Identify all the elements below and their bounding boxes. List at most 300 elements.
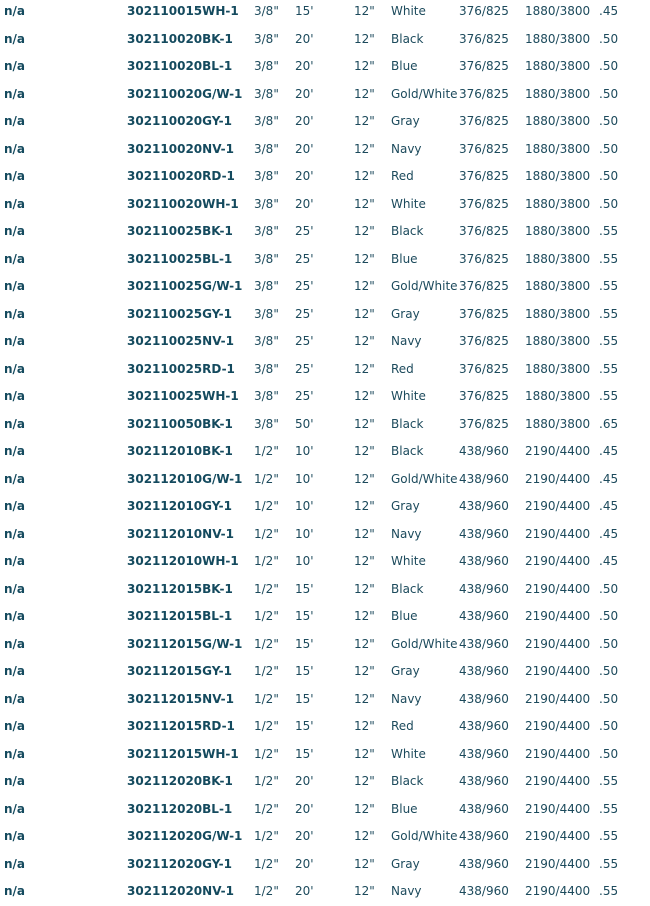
table-row <box>0 493 650 521</box>
size-cell: 1/2" <box>254 609 279 623</box>
length-cell: 20' <box>295 829 314 843</box>
availability-cell: n/a <box>4 581 26 596</box>
width-cell: 12" <box>354 526 375 541</box>
working-load-cell: 438/960 <box>459 636 509 651</box>
table-row <box>0 631 650 659</box>
table-row <box>0 576 650 604</box>
length-cell: 15' <box>295 609 314 623</box>
color-cell: White <box>391 554 426 568</box>
working-load-cell: 438/960 <box>459 801 509 816</box>
width-cell: 12" <box>354 59 375 73</box>
table-row <box>0 301 650 329</box>
break-strength-cell: 2190/4400 <box>525 526 591 541</box>
length-cell: 20' <box>295 86 314 101</box>
part-number-cell: 302110025BK-1 <box>127 224 233 238</box>
color-cell: Navy <box>391 141 422 156</box>
part-number-cell: 302110025GY-1 <box>127 306 232 321</box>
width-cell: 12" <box>354 471 375 486</box>
table-row <box>0 438 650 466</box>
break-strength-cell: 1880/3800 <box>525 169 591 183</box>
width-cell: 12" <box>354 251 375 266</box>
table-row <box>0 53 650 81</box>
size-cell: 1/2" <box>254 774 279 788</box>
size-cell: 3/8" <box>254 31 279 46</box>
size-cell: 3/8" <box>254 59 279 73</box>
length-cell: 50' <box>295 416 314 431</box>
color-cell: Gold/White <box>391 471 458 486</box>
price-cell: .55 <box>599 884 619 898</box>
break-strength-cell: 2190/4400 <box>525 664 591 678</box>
color-cell: Navy <box>391 334 422 348</box>
width-cell: 12" <box>354 4 375 18</box>
color-cell: Gray <box>391 856 420 871</box>
break-strength-cell: 1880/3800 <box>525 279 591 293</box>
part-number-cell: 302112015G/W-1 <box>127 636 243 651</box>
working-load-cell: 438/960 <box>459 691 509 706</box>
color-cell: Black <box>391 774 424 788</box>
availability-cell: n/a <box>4 829 26 843</box>
availability-cell: n/a <box>4 334 26 348</box>
working-load-cell: 376/825 <box>459 4 509 18</box>
price-cell: .55 <box>599 774 619 788</box>
length-cell: 25' <box>295 334 314 348</box>
price-cell: .50 <box>599 196 619 211</box>
length-cell: 20' <box>295 114 314 128</box>
price-cell: .50 <box>599 31 619 46</box>
table-row <box>0 686 650 714</box>
break-strength-cell: 2190/4400 <box>525 636 591 651</box>
availability-cell: n/a <box>4 691 26 706</box>
size-cell: 3/8" <box>254 389 279 403</box>
table-row <box>0 603 650 631</box>
length-cell: 20' <box>295 141 314 156</box>
break-strength-cell: 1880/3800 <box>525 86 591 101</box>
width-cell: 12" <box>354 581 375 596</box>
break-strength-cell: 2190/4400 <box>525 581 591 596</box>
part-number-cell: 302112010BK-1 <box>127 444 233 458</box>
working-load-cell: 376/825 <box>459 334 509 348</box>
part-number-cell: 302110025RD-1 <box>127 361 235 376</box>
part-number-cell: 302110015WH-1 <box>127 4 239 18</box>
availability-cell: n/a <box>4 141 26 156</box>
width-cell: 12" <box>354 114 375 128</box>
part-number-cell: 302112010GY-1 <box>127 499 232 513</box>
length-cell: 25' <box>295 306 314 321</box>
size-cell: 1/2" <box>254 554 279 568</box>
length-cell: 25' <box>295 361 314 376</box>
availability-cell: n/a <box>4 31 26 46</box>
length-cell: 10' <box>295 471 314 486</box>
part-number-cell: 302112015BK-1 <box>127 581 233 596</box>
break-strength-cell: 2190/4400 <box>525 856 591 871</box>
break-strength-cell: 2190/4400 <box>525 609 591 623</box>
color-cell: Black <box>391 581 424 596</box>
color-cell: Gray <box>391 499 420 513</box>
table-row <box>0 548 650 576</box>
price-cell: .55 <box>599 306 619 321</box>
table-row <box>0 163 650 191</box>
color-cell: Gold/White <box>391 829 458 843</box>
size-cell: 1/2" <box>254 829 279 843</box>
width-cell: 12" <box>354 141 375 156</box>
part-number-cell: 302110020BL-1 <box>127 59 233 73</box>
table-row <box>0 713 650 741</box>
table-row <box>0 796 650 824</box>
width-cell: 12" <box>354 691 375 706</box>
size-cell: 3/8" <box>254 361 279 376</box>
price-cell: .45 <box>599 526 619 541</box>
table-row <box>0 26 650 54</box>
size-cell: 3/8" <box>254 196 279 211</box>
break-strength-cell: 1880/3800 <box>525 114 591 128</box>
part-number-cell: 302112015RD-1 <box>127 719 235 733</box>
color-cell: Blue <box>391 609 418 623</box>
color-cell: Black <box>391 416 424 431</box>
working-load-cell: 438/960 <box>459 609 509 623</box>
working-load-cell: 376/825 <box>459 306 509 321</box>
table-row <box>0 521 650 549</box>
working-load-cell: 438/960 <box>459 444 509 458</box>
length-cell: 20' <box>295 884 314 898</box>
size-cell: 1/2" <box>254 801 279 816</box>
availability-cell: n/a <box>4 664 26 678</box>
working-load-cell: 376/825 <box>459 114 509 128</box>
working-load-cell: 376/825 <box>459 86 509 101</box>
size-cell: 1/2" <box>254 664 279 678</box>
availability-cell: n/a <box>4 389 26 403</box>
working-load-cell: 376/825 <box>459 251 509 266</box>
length-cell: 20' <box>295 31 314 46</box>
break-strength-cell: 1880/3800 <box>525 4 591 18</box>
color-cell: Black <box>391 224 424 238</box>
break-strength-cell: 2190/4400 <box>525 444 591 458</box>
working-load-cell: 376/825 <box>459 389 509 403</box>
table-row <box>0 191 650 219</box>
availability-cell: n/a <box>4 444 26 458</box>
part-number-cell: 302112020G/W-1 <box>127 829 243 843</box>
width-cell: 12" <box>354 746 375 761</box>
width-cell: 12" <box>354 224 375 238</box>
price-cell: .45 <box>599 471 619 486</box>
part-number-cell: 302112020NV-1 <box>127 884 234 898</box>
color-cell: Blue <box>391 801 418 816</box>
part-number-cell: 302110025NV-1 <box>127 334 234 348</box>
working-load-cell: 376/825 <box>459 141 509 156</box>
size-cell: 1/2" <box>254 499 279 513</box>
size-cell: 3/8" <box>254 279 279 293</box>
part-number-cell: 302112015WH-1 <box>127 746 239 761</box>
break-strength-cell: 2190/4400 <box>525 691 591 706</box>
part-number-cell: 302112020BK-1 <box>127 774 233 788</box>
table-row <box>0 356 650 384</box>
price-cell: .55 <box>599 856 619 871</box>
width-cell: 12" <box>354 444 375 458</box>
part-number-cell: 302110025BL-1 <box>127 251 233 266</box>
part-number-cell: 302112015BL-1 <box>127 609 233 623</box>
width-cell: 12" <box>354 86 375 101</box>
size-cell: 3/8" <box>254 416 279 431</box>
break-strength-cell: 1880/3800 <box>525 224 591 238</box>
working-load-cell: 438/960 <box>459 499 509 513</box>
length-cell: 15' <box>295 664 314 678</box>
availability-cell: n/a <box>4 361 26 376</box>
availability-cell: n/a <box>4 4 26 18</box>
color-cell: Red <box>391 719 414 733</box>
size-cell: 1/2" <box>254 581 279 596</box>
length-cell: 15' <box>295 719 314 733</box>
availability-cell: n/a <box>4 196 26 211</box>
price-cell: .50 <box>599 664 619 678</box>
working-load-cell: 376/825 <box>459 169 509 183</box>
break-strength-cell: 1880/3800 <box>525 141 591 156</box>
working-load-cell: 438/960 <box>459 746 509 761</box>
width-cell: 12" <box>354 856 375 871</box>
length-cell: 20' <box>295 169 314 183</box>
break-strength-cell: 1880/3800 <box>525 31 591 46</box>
width-cell: 12" <box>354 636 375 651</box>
width-cell: 12" <box>354 884 375 898</box>
availability-cell: n/a <box>4 86 26 101</box>
availability-cell: n/a <box>4 169 26 183</box>
length-cell: 10' <box>295 526 314 541</box>
length-cell: 20' <box>295 774 314 788</box>
break-strength-cell: 2190/4400 <box>525 719 591 733</box>
working-load-cell: 376/825 <box>459 59 509 73</box>
length-cell: 10' <box>295 499 314 513</box>
part-number-cell: 302112020BL-1 <box>127 801 233 816</box>
price-cell: .55 <box>599 389 619 403</box>
table-row <box>0 81 650 109</box>
part-number-cell: 302112010WH-1 <box>127 554 239 568</box>
price-cell: .50 <box>599 691 619 706</box>
break-strength-cell: 2190/4400 <box>525 884 591 898</box>
table-row <box>0 108 650 136</box>
table-row <box>0 0 650 26</box>
table-row <box>0 851 650 879</box>
availability-cell: n/a <box>4 801 26 816</box>
length-cell: 20' <box>295 59 314 73</box>
color-cell: Red <box>391 169 414 183</box>
width-cell: 12" <box>354 554 375 568</box>
part-number-cell: 302110025G/W-1 <box>127 279 243 293</box>
width-cell: 12" <box>354 416 375 431</box>
part-number-cell: 302110020BK-1 <box>127 31 233 46</box>
size-cell: 3/8" <box>254 306 279 321</box>
size-cell: 1/2" <box>254 471 279 486</box>
break-strength-cell: 1880/3800 <box>525 196 591 211</box>
length-cell: 15' <box>295 4 314 18</box>
size-cell: 3/8" <box>254 169 279 183</box>
part-number-cell: 302110020NV-1 <box>127 141 234 156</box>
working-load-cell: 376/825 <box>459 224 509 238</box>
availability-cell: n/a <box>4 746 26 761</box>
availability-cell: n/a <box>4 306 26 321</box>
length-cell: 25' <box>295 389 314 403</box>
break-strength-cell: 1880/3800 <box>525 306 591 321</box>
working-load-cell: 376/825 <box>459 196 509 211</box>
price-cell: .55 <box>599 224 619 238</box>
price-cell: .50 <box>599 636 619 651</box>
part-number-cell: 302110050BK-1 <box>127 416 233 431</box>
length-cell: 25' <box>295 251 314 266</box>
part-number-cell: 302110020RD-1 <box>127 169 235 183</box>
color-cell: White <box>391 4 426 18</box>
width-cell: 12" <box>354 196 375 211</box>
break-strength-cell: 2190/4400 <box>525 499 591 513</box>
availability-cell: n/a <box>4 114 26 128</box>
size-cell: 3/8" <box>254 334 279 348</box>
width-cell: 12" <box>354 609 375 623</box>
length-cell: 15' <box>295 691 314 706</box>
price-cell: .45 <box>599 499 619 513</box>
table-row <box>0 741 650 769</box>
size-cell: 3/8" <box>254 141 279 156</box>
break-strength-cell: 2190/4400 <box>525 829 591 843</box>
width-cell: 12" <box>354 31 375 46</box>
color-cell: White <box>391 196 426 211</box>
table-row <box>0 411 650 439</box>
break-strength-cell: 1880/3800 <box>525 59 591 73</box>
color-cell: Black <box>391 444 424 458</box>
availability-cell: n/a <box>4 526 26 541</box>
price-cell: .50 <box>599 719 619 733</box>
width-cell: 12" <box>354 279 375 293</box>
width-cell: 12" <box>354 719 375 733</box>
size-cell: 1/2" <box>254 636 279 651</box>
price-cell: .50 <box>599 169 619 183</box>
table-row <box>0 246 650 274</box>
width-cell: 12" <box>354 774 375 788</box>
price-cell: .55 <box>599 251 619 266</box>
size-cell: 1/2" <box>254 884 279 898</box>
size-cell: 3/8" <box>254 114 279 128</box>
availability-cell: n/a <box>4 499 26 513</box>
price-cell: .50 <box>599 86 619 101</box>
working-load-cell: 438/960 <box>459 554 509 568</box>
price-cell: .50 <box>599 114 619 128</box>
length-cell: 20' <box>295 196 314 211</box>
break-strength-cell: 1880/3800 <box>525 361 591 376</box>
part-number-cell: 302110020G/W-1 <box>127 86 243 101</box>
part-number-cell: 302110020GY-1 <box>127 114 232 128</box>
size-cell: 3/8" <box>254 251 279 266</box>
working-load-cell: 438/960 <box>459 471 509 486</box>
price-cell: .55 <box>599 829 619 843</box>
working-load-cell: 376/825 <box>459 361 509 376</box>
size-cell: 1/2" <box>254 856 279 871</box>
working-load-cell: 376/825 <box>459 416 509 431</box>
color-cell: Navy <box>391 884 422 898</box>
color-cell: Gold/White <box>391 279 458 293</box>
length-cell: 15' <box>295 746 314 761</box>
color-cell: Gray <box>391 306 420 321</box>
break-strength-cell: 1880/3800 <box>525 251 591 266</box>
break-strength-cell: 2190/4400 <box>525 801 591 816</box>
table-row <box>0 218 650 246</box>
table-row <box>0 328 650 356</box>
break-strength-cell: 2190/4400 <box>525 471 591 486</box>
break-strength-cell: 2190/4400 <box>525 554 591 568</box>
table-row <box>0 466 650 494</box>
width-cell: 12" <box>354 361 375 376</box>
length-cell: 25' <box>295 224 314 238</box>
price-cell: .65 <box>599 416 619 431</box>
color-cell: Gold/White <box>391 86 458 101</box>
size-cell: 1/2" <box>254 746 279 761</box>
working-load-cell: 438/960 <box>459 581 509 596</box>
availability-cell: n/a <box>4 59 26 73</box>
break-strength-cell: 1880/3800 <box>525 334 591 348</box>
availability-cell: n/a <box>4 609 26 623</box>
availability-cell: n/a <box>4 856 26 871</box>
working-load-cell: 438/960 <box>459 884 509 898</box>
length-cell: 10' <box>295 444 314 458</box>
width-cell: 12" <box>354 389 375 403</box>
working-load-cell: 438/960 <box>459 856 509 871</box>
price-cell: .50 <box>599 581 619 596</box>
availability-cell: n/a <box>4 884 26 898</box>
availability-cell: n/a <box>4 471 26 486</box>
color-cell: Gold/White <box>391 636 458 651</box>
size-cell: 3/8" <box>254 4 279 18</box>
width-cell: 12" <box>354 801 375 816</box>
color-cell: Gray <box>391 114 420 128</box>
price-cell: .55 <box>599 361 619 376</box>
break-strength-cell: 1880/3800 <box>525 389 591 403</box>
working-load-cell: 376/825 <box>459 31 509 46</box>
part-number-cell: 302112015GY-1 <box>127 664 232 678</box>
price-cell: .50 <box>599 746 619 761</box>
availability-cell: n/a <box>4 636 26 651</box>
working-load-cell: 438/960 <box>459 719 509 733</box>
price-cell: .45 <box>599 444 619 458</box>
part-number-cell: 302112015NV-1 <box>127 691 234 706</box>
width-cell: 12" <box>354 499 375 513</box>
table-row <box>0 878 650 906</box>
part-number-cell: 302112020GY-1 <box>127 856 232 871</box>
length-cell: 15' <box>295 581 314 596</box>
length-cell: 20' <box>295 856 314 871</box>
part-number-cell: 302110025WH-1 <box>127 389 239 403</box>
break-strength-cell: 2190/4400 <box>525 746 591 761</box>
size-cell: 1/2" <box>254 444 279 458</box>
length-cell: 20' <box>295 801 314 816</box>
size-cell: 1/2" <box>254 526 279 541</box>
part-number-cell: 302112010NV-1 <box>127 526 234 541</box>
width-cell: 12" <box>354 829 375 843</box>
availability-cell: n/a <box>4 251 26 266</box>
working-load-cell: 438/960 <box>459 526 509 541</box>
break-strength-cell: 2190/4400 <box>525 774 591 788</box>
table-row <box>0 658 650 686</box>
price-cell: .50 <box>599 59 619 73</box>
length-cell: 15' <box>295 636 314 651</box>
working-load-cell: 438/960 <box>459 829 509 843</box>
availability-cell: n/a <box>4 554 26 568</box>
color-cell: Navy <box>391 691 422 706</box>
availability-cell: n/a <box>4 416 26 431</box>
availability-cell: n/a <box>4 224 26 238</box>
width-cell: 12" <box>354 664 375 678</box>
width-cell: 12" <box>354 334 375 348</box>
price-cell: .50 <box>599 141 619 156</box>
part-number-cell: 302112010G/W-1 <box>127 471 243 486</box>
price-cell: .55 <box>599 279 619 293</box>
table-row <box>0 768 650 796</box>
color-cell: Gray <box>391 664 420 678</box>
color-cell: Red <box>391 361 414 376</box>
availability-cell: n/a <box>4 774 26 788</box>
